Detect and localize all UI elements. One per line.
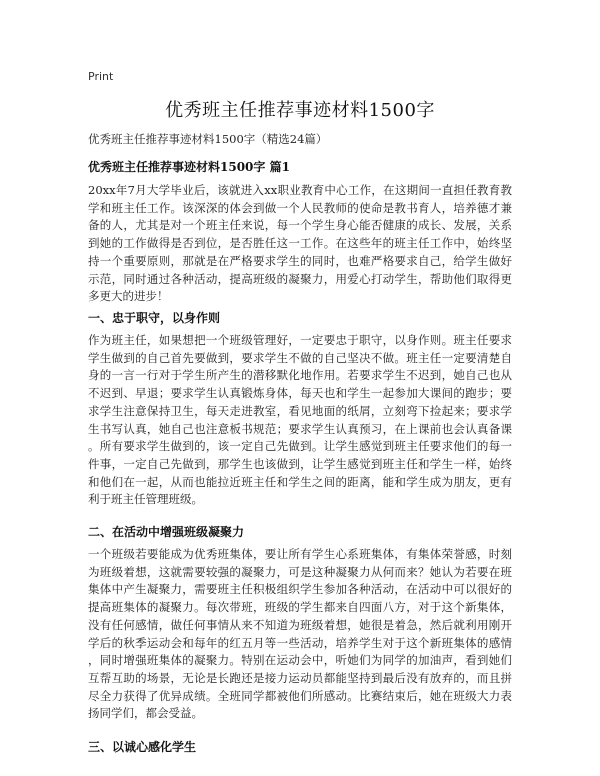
section1-line: 和他们在一起，从而也能拉近班主任和学生之间的距离，能和学生成为朋友，更有 [88, 474, 512, 489]
page-title: 优秀班主任推荐事迹材料1500字 [165, 100, 435, 121]
print-label[interactable]: Print [88, 70, 114, 83]
section2-line: 一个班级若要能成为优秀班集体，要让所有学生心系班集体，有集体荣誉感，时刻 [88, 547, 512, 561]
intro-paragraph [88, 182, 512, 306]
section1-line: 不迟到、早退；要求学生认真锻炼身体，每天也和学生一起参加大课间的跑步；要 [88, 386, 512, 401]
intro-line: 20xx年7月大学毕业后，该就进入xx职业教育中心工作，在这期间一直担任教育教 [88, 183, 512, 197]
section1-line: 件事，一定自己先做到，那学生也该做到，让学生感觉到班主任和学生一样，始终 [88, 456, 512, 471]
section2-line: ，同时增强班集体的凝聚力。特别在运动会中，听她们为同学的加油声，看到她们 [88, 653, 512, 668]
section2-line: 学后的秋季运动会和每年的红五月等一些活动，培养学生对于这个新班集体的感情 [88, 635, 512, 650]
section1-line: 学生做到的自己首先要做到，要求学生不做的自己坚决不做。班主任一定要清楚自 [88, 350, 512, 365]
section2-line: 提高班集体的凝聚力。每次带班，班级的学生都来自四面八方，对于这个新集体， [88, 600, 512, 615]
intro-line: 持一个重要原则，那就是在严格要求学生的同时，也难严格要求自己，给学生做好 [88, 253, 512, 268]
intro-line: 示范，同时通过各种活动，提高班级的凝聚力，用爱心打动学生，帮助他们取得更 [88, 271, 512, 286]
section1-paragraph [88, 332, 512, 509]
intro-line: 备的人，尤其是对一个班主任来说，每一个学生身心能否健康的成长、发展，关系 [88, 218, 512, 233]
section1-line: 利于班主任管理班级。 [88, 492, 203, 507]
intro-line: 到她的工作做得是否到位，是否胜任这一工作。在这些年的班主任工作中，始终坚 [88, 236, 512, 251]
section2-paragraph [88, 546, 512, 723]
section1-line: 身的一言一行对于学生所产生的潜移默化地作用。若要求学生不迟到，她自己也从 [88, 368, 512, 383]
section2-line: 互帮互助的场景，无论是长跑还是接力运动员都能坚持到最后没有放弃的，而且拼 [88, 670, 512, 685]
section1-line: 。所有要求学生做到的，该一定自己先做到。让学生感觉到班主任要求他们的每一 [88, 439, 512, 454]
section1-line: 生书写认真，她自己也注意板书规范；要求学生认真预习，在上课前也会认真备课 [88, 421, 512, 436]
intro-line: 学和班主任工作。该深深的体会到做一个人民教师的使命是教书育人，培养德才兼 [88, 200, 512, 215]
section-heading-1: 一、忠于职守，以身作则 [88, 311, 221, 325]
section2-line: 扬同学们，都会受益。 [88, 706, 203, 721]
section2-line: 集体中产生凝聚力，需要班主任积极组织学生参加各种活动，在活动中可以很好的 [88, 582, 512, 597]
section2-line: 没有任何感情，做任何事情从来不知道为班级着想，她很是着急，然后就利用刚开 [88, 617, 512, 632]
article-heading: 优秀班主任推荐事迹材料1500字 篇1 [88, 160, 290, 174]
document-subtitle: 优秀班主任推荐事迹材料1500字（精选24篇） [88, 132, 328, 146]
section2-line: 尽全力获得了优异成绩。全班同学都被他们所感动。比赛结束后，她在班级大力表 [88, 688, 512, 703]
section1-line: 求学生注意保持卫生，每天走进教室，看见地面的纸屑，立刻弯下捡起来；要求学 [88, 403, 512, 418]
intro-line: 多更大的进步！ [88, 289, 169, 304]
section1-line: 作为班主任，如果想把一个班级管理好，一定要忠于职守，以身作则。班主任要求 [88, 333, 512, 347]
section-heading-3: 三、以诚心感化学生 [88, 740, 197, 754]
section-heading-2: 二、在活动中增强班级凝聚力 [88, 525, 245, 539]
section2-line: 为班级着想，这就需要较强的凝聚力，可是这种凝聚力从何而来？她认为若要在班 [88, 564, 512, 579]
